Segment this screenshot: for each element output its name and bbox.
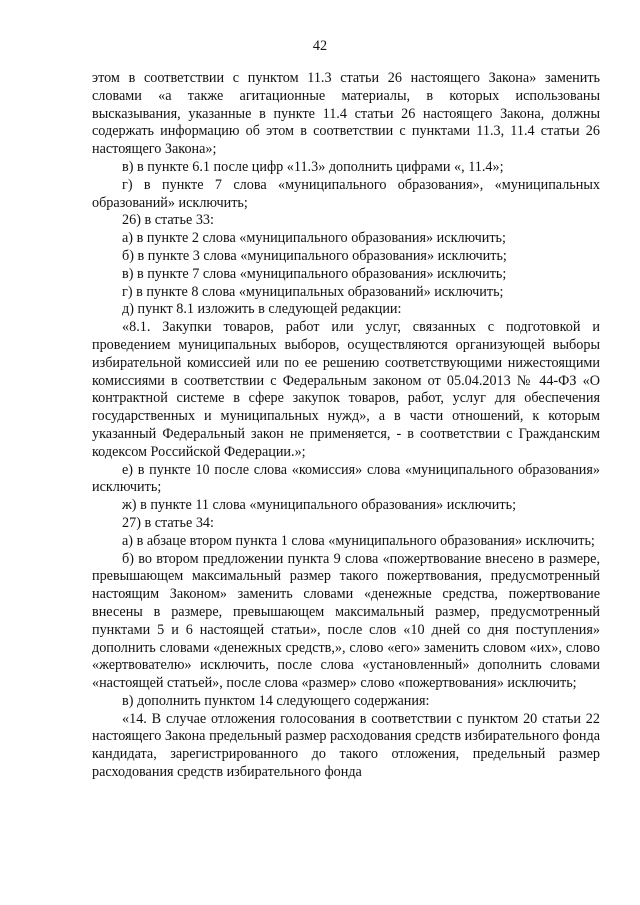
document-body [92,70,600,782]
paragraph: а) в абзаце втором пункта 1 слова «муниципального образования» исключить; [122,532,595,549]
paragraph: в) дополнить пунктом 14 следующего содержания: [122,692,430,709]
paragraph: г) в пункте 8 слова «муниципальных образований» исключить; [122,283,504,300]
paragraph: ж) в пункте 11 слова «муниципального образования» исключить; [122,497,517,514]
paragraph: 27) в статье 34: [122,514,214,531]
paragraph: «8.1. Закупки товаров, работ или услуг, связанных с подготовкой и проведением муниципальных выборов, осуществляются организующей выборы избирательной комиссией или по ее решению соответствующими нижестоящими комиссиями в соответствии с Федеральным законом от 05.04.2013 № 44-ФЗ «О контрактной системе в сфере закупок товаров, работ, услуг для обеспечения государственных и муниципальных нужд», а в части отношений, к которым указанный Федеральный закон не применяется, - в соответствии с Гражданским кодексом Российской Федерации.»; [92,319,600,460]
paragraph: в) в пункте 7 слова «муниципального образования» исключить; [122,265,507,282]
paragraph: б) во втором предложении пункта 9 слова «пожертвование внесено в размере, превышающем максимальный размер такого пожертвования, предусмотренный настоящим Законом» заменить словами «денежные средства, пожертвование внесены в размере, превышающем максимальный размер, предусмотренный пунктами 5 и 6 настоящей статьи», после слов «10 дней со дня поступления» дополнить словами «денежных средств,», слово «его» заменить словом «их», слово «жертвователю» исключить, после слова «установленный» дополнить словами «настоящей статьей», после слова «размер» слово «пожертвования» исключить; [92,550,600,692]
paragraph: б) в пункте 3 слова «муниципального образования» исключить; [122,247,507,264]
paragraph: а) в пункте 2 слова «муниципального образования» исключить; [122,230,506,247]
page-number: 42 [312,38,328,54]
paragraph: этом в соответствии с пунктом 11.3 статьи 26 настоящего Закона» заменить словами «а также агитационные материалы, в которых использованы высказывания, указанные в пункте 11.4 статьи 26 настоящего Закона, должны содержать информацию об этом в соответствии с пунктами 11.3, 11.4 статьи 26 настоящего Закона»; [92,70,600,158]
paragraph: г) в пункте 7 слова «муниципального образования», «муниципальных образований» исключить; [92,176,600,211]
paragraph: д) пункт 8.1 изложить в следующей редакции: [122,301,402,318]
paragraph: в) в пункте 6.1 после цифр «11.3» дополнить цифрами «, 11.4»; [122,158,504,175]
paragraph: «14. В случае отложения голосования в соответствии с пунктом 20 статьи 22 настоящего Закона предельный размер расходования средств избирательного фонда кандидата, зарегистрированного до такого отложения, предельный размер расходования средств избирательного фонда [92,710,600,781]
paragraph: е) в пункте 10 после слова «комиссия» слова «муниципального образования» исключить; [92,461,600,496]
paragraph: 26) в статье 33: [122,212,214,229]
